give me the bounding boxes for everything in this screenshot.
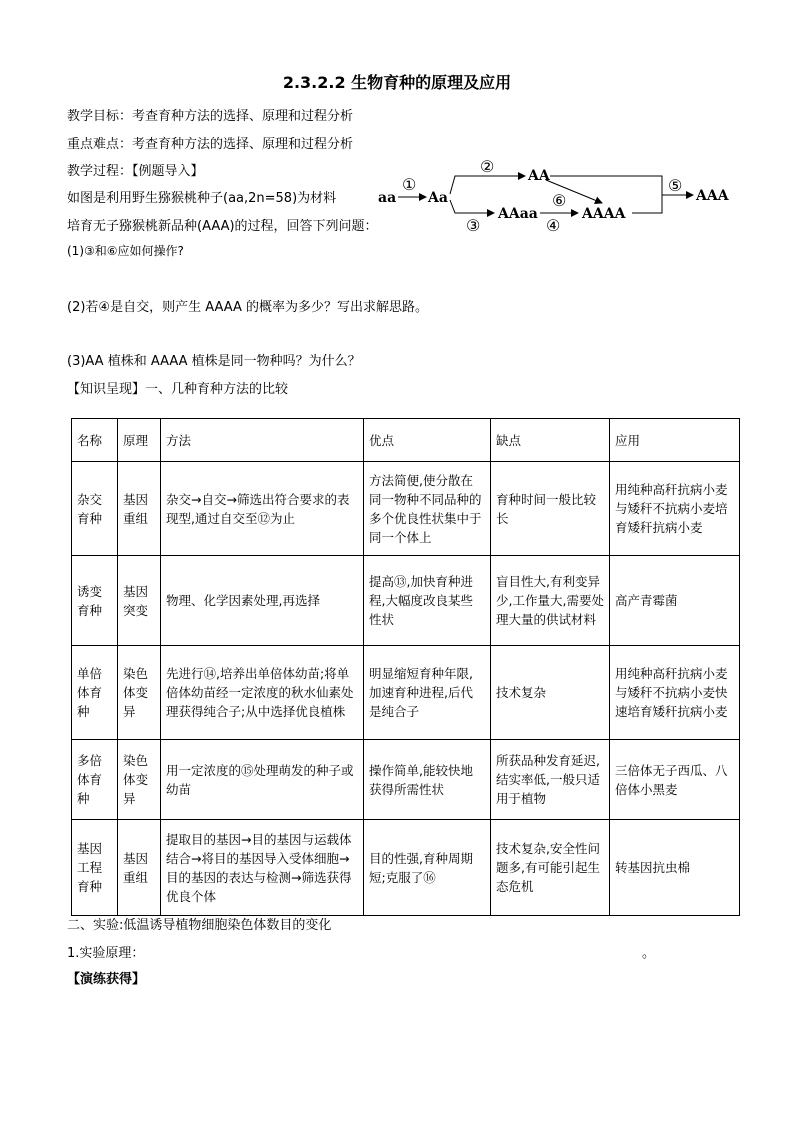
teaching-goal: 教学目标：考查育种方法的选择、原理和过程分析 xyxy=(67,109,354,124)
cell-method: 提取目的基因→目的基因与运载体结合→将目的基因导入受体细胞→目的基因的表达与检测→筛选获得优良个体 xyxy=(161,820,364,916)
experiment-principle: 1.实验原理： xyxy=(67,946,145,961)
node-AA: AA xyxy=(528,168,550,184)
cell-application: 高产青霉菌 xyxy=(610,556,740,646)
cell-method: 杂交→自交→筛选出符合要求的表现型,通过自交至⑫为止 xyxy=(161,462,364,556)
cell-name: 诱变育种 xyxy=(72,556,118,646)
cell-advantage: 目的性强,育种周期短;克服了⑯ xyxy=(364,820,491,916)
cell-principle: 染色体变异 xyxy=(118,740,161,820)
step-2: ② xyxy=(480,157,495,176)
cell-principle: 基因重组 xyxy=(118,820,161,916)
cell-advantage: 明显缩短育种年限,加速育种进程,后代是纯合子 xyxy=(364,646,491,740)
cell-disadvantage: 育种时间一般比较长 xyxy=(491,462,610,556)
step-3: ③ xyxy=(466,216,481,235)
header-name: 名称 xyxy=(72,419,118,462)
cell-method: 先进行⑭,培养出单倍体幼苗;将单倍体幼苗经一定浓度的秋水仙素处理获得纯合子;从中选择优良植株 xyxy=(161,646,364,740)
table-row xyxy=(72,820,740,916)
table-row xyxy=(72,556,740,646)
cell-name: 杂交育种 xyxy=(72,462,118,556)
node-AAAA: AAAA xyxy=(582,206,626,222)
header-advantage: 优点 xyxy=(364,419,491,462)
key-difficulty: 重点难点：考查育种方法的选择、原理和过程分析 xyxy=(67,137,354,152)
cell-advantage: 方法简便,使分散在同一物种不同品种的多个优良性状集中于同一个体上 xyxy=(364,462,491,556)
step-6: ⑥ xyxy=(552,191,567,210)
table-header-row xyxy=(72,419,740,462)
intro-line-1: 如图是利用野生猕猴桃种子(aa,2n=58)为材料 xyxy=(67,191,337,206)
principle-end-mark: 。 xyxy=(642,946,656,961)
page-title: 2.3.2.2 生物育种的原理及应用 xyxy=(282,73,512,92)
breeding-diagram xyxy=(370,150,750,240)
knowledge-heading: 【知识呈现】一、几种育种方法的比较 xyxy=(67,382,289,397)
node-aa: aa xyxy=(378,190,397,206)
step-5: ⑤ xyxy=(668,176,683,195)
node-Aa: Aa xyxy=(428,190,448,206)
question-3: (3)AA 植株和 AAAA 植株是同一物种吗？为什么？ xyxy=(67,354,361,369)
question-1: (1)③和⑥应如何操作? xyxy=(67,244,184,258)
arrow-2 xyxy=(450,176,525,194)
step-4: ④ xyxy=(546,216,561,235)
cell-method: 物理、化学因素处理,再选择 xyxy=(161,556,364,646)
table-row xyxy=(72,740,740,820)
node-AAA: AAA xyxy=(696,188,729,204)
cell-application: 三倍体无子西瓜、八倍体小黑麦 xyxy=(610,740,740,820)
header-principle: 原理 xyxy=(118,419,161,462)
cell-application: 用纯种高秆抗病小麦与矮秆不抗病小麦快速培育矮秆抗病小麦 xyxy=(610,646,740,740)
question-2: (2)若④是自交，则产生 AAAA 的概率为多少？写出求解思路。 xyxy=(67,300,428,315)
cell-name: 多倍体育种 xyxy=(72,740,118,820)
teaching-process: 教学过程：【例题导入】 xyxy=(67,164,204,179)
practice-heading: 【演练获得】 xyxy=(67,972,146,987)
cell-advantage: 提高⑬,加快育种进程,大幅度改良某些性状 xyxy=(364,556,491,646)
intro-line-2: 培育无子猕猴桃新品种(AAA)的过程，回答下列问题： xyxy=(67,219,378,234)
cell-name: 单倍体育种 xyxy=(72,646,118,740)
cell-disadvantage: 所获品种发育延迟,结实率低,一般只适用于植物 xyxy=(491,740,610,820)
table-row xyxy=(72,646,740,740)
cell-disadvantage: 盲目性大,有利变异少,工作量大,需要处理大量的供试材料 xyxy=(491,556,610,646)
comparison-table xyxy=(71,418,740,916)
cell-principle: 基因重组 xyxy=(118,462,161,556)
cell-principle: 基因突变 xyxy=(118,556,161,646)
cell-advantage: 操作简单,能较快地获得所需性状 xyxy=(364,740,491,820)
step-1: ① xyxy=(402,175,417,194)
cell-method: 用一定浓度的⑮处理萌发的种子或幼苗 xyxy=(161,740,364,820)
table-row xyxy=(72,462,740,556)
cell-name: 基因工程育种 xyxy=(72,820,118,916)
header-method: 方法 xyxy=(161,419,364,462)
node-AAaa: AAaa xyxy=(498,206,538,222)
cell-principle: 染色体变异 xyxy=(118,646,161,740)
cell-disadvantage: 技术复杂 xyxy=(491,646,610,740)
cell-application: 用纯种高秆抗病小麦与矮秆不抗病小麦培育矮秆抗病小麦 xyxy=(610,462,740,556)
cell-application: 转基因抗虫棉 xyxy=(610,820,740,916)
cell-disadvantage: 技术复杂,安全性问题多,有可能引起生态危机 xyxy=(491,820,610,916)
experiment-heading: 二、实验:低温诱导植物细胞染色体数目的变化 xyxy=(67,918,332,933)
arrow-3 xyxy=(450,200,494,213)
header-disadvantage: 缺点 xyxy=(491,419,610,462)
header-application: 应用 xyxy=(610,419,740,462)
